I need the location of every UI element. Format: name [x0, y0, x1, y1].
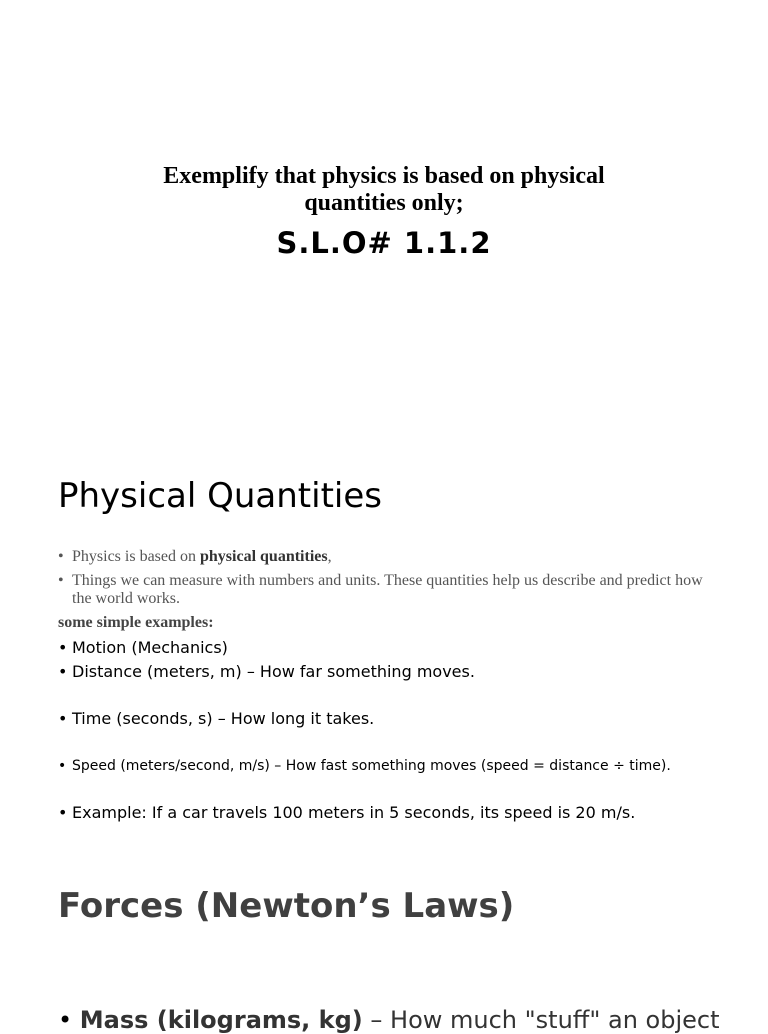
mass-rest-text: – How much "stuff" an object [362, 1006, 720, 1034]
content-list [58, 548, 708, 825]
mass-bold-text: Mass (kilograms, kg) [79, 1006, 363, 1034]
list-item-speed: • Speed (meters/second, m/s) – How fast something moves (speed = distance ÷ time). [58, 754, 708, 778]
intro-bold-text: physical quantities [200, 548, 328, 565]
intro-suffix: , [327, 548, 332, 565]
slo-number: S.L.O# 1.1.2 [276, 226, 492, 260]
list-item-example: • Example: If a car travels 100 meters in 5 seconds, its speed is 20 m/s. [58, 801, 708, 825]
list-item-measure: • Things we can measure with numbers and units. These quantities help us describe and predict how the world works. [58, 572, 708, 608]
examples-label: some simple examples: [58, 614, 214, 631]
list-item-mass: • Mass (kilograms, kg) – How much "stuff" an object [58, 1006, 720, 1034]
slide-title [0, 163, 768, 261]
list-item-distance: • Distance (meters, m) – How far something moves. [58, 660, 708, 684]
list-item-time: • Time (seconds, s) – How long it takes. [58, 707, 708, 731]
section-heading-physical-quantities: Physical Quantities [58, 476, 382, 516]
list-item-motion: • Motion (Mechanics) [58, 636, 708, 660]
slide-main-title: Exemplify that physics is based on physical quantities only; [163, 163, 605, 216]
section-heading-forces: Forces (Newton’s Laws) [58, 886, 515, 926]
intro-text: Physics is based on [72, 548, 200, 565]
list-item-intro [58, 548, 708, 566]
